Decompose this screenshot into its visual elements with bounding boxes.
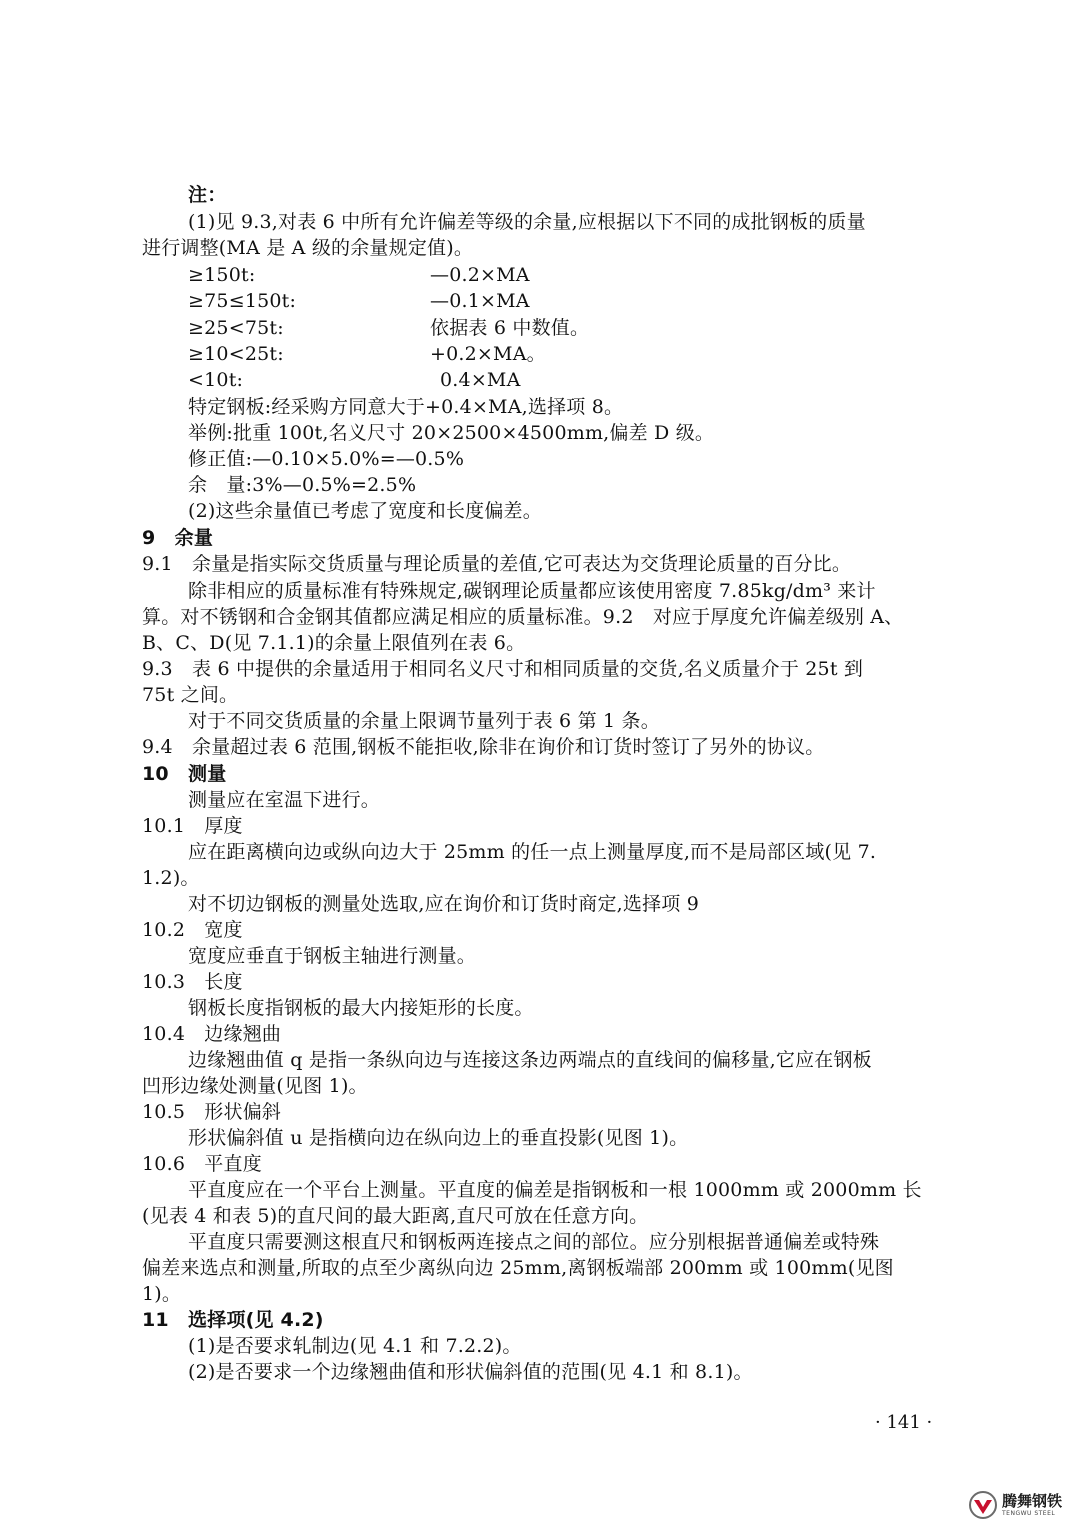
adjust-value: +0.2×MA。 bbox=[430, 343, 546, 365]
s10-line: 凹形边缘处测量(见图 1)。 bbox=[142, 1075, 368, 1097]
adjust-value: 依据表 6 中数值。 bbox=[430, 317, 590, 339]
subsection-heading: 10.1 厚度 bbox=[142, 815, 243, 837]
section-9-heading: 9 余量 bbox=[142, 527, 214, 549]
section-11-heading: 11 选择项(见 4.2) bbox=[142, 1309, 324, 1331]
s10-line: (见表 4 和表 5)的直尺间的最大距离,直尺可放在任意方向。 bbox=[142, 1205, 649, 1227]
s11-option: (1)是否要求轧制边(见 4.1 和 7.2.2)。 bbox=[188, 1335, 522, 1357]
s10-line: 边缘翘曲值 q 是指一条纵向边与连接这条边两端点的直线间的偏移量,它应在钢板 bbox=[188, 1049, 872, 1071]
adjust-value: —0.1×MA bbox=[430, 290, 530, 312]
s10-line: 平直度应在一个平台上测量。平直度的偏差是指钢板和一根 1000mm 或 2000mm 长 bbox=[188, 1179, 922, 1201]
note-p1-line1: (1)见 9.3,对表 6 中所有允许偏差等级的余量,应根据以下不同的成批钢板的质量 bbox=[188, 211, 866, 233]
s10-line: 应在距离横向边或纵向边大于 25mm 的任一点上测量厚度,而不是局部区域(见 7. bbox=[188, 841, 877, 863]
page-number: · 141 · bbox=[875, 1412, 933, 1433]
note-p2: (2)这些余量值已考虑了宽度和长度偏差。 bbox=[188, 500, 542, 522]
adjust-value: —0.2×MA bbox=[430, 264, 530, 286]
note-allowance: 余 量:3%—0.5%=2.5% bbox=[188, 474, 417, 496]
logo-chinese-text: 腾舞钢铁 bbox=[1002, 1491, 1063, 1510]
subsection-heading: 10.2 宽度 bbox=[142, 919, 243, 941]
section-10-heading: 10 测量 bbox=[142, 763, 227, 785]
adjust-range: ≥150t: bbox=[188, 264, 256, 286]
adjust-range: ≥25<75t: bbox=[188, 317, 284, 339]
note-heading: 注： bbox=[188, 184, 227, 206]
s10-line: 1.2)。 bbox=[142, 867, 200, 889]
s9-line: 算。对不锈钢和合金钢其值都应满足相应的质量标准。9.2 对应于厚度允许偏差级别 A、 bbox=[142, 606, 904, 628]
brand-logo bbox=[968, 1488, 1086, 1522]
s11-option: (2)是否要求一个边缘翘曲值和形状偏斜值的范围(见 4.1 和 8.1)。 bbox=[188, 1361, 753, 1383]
tengwu-logo-icon bbox=[968, 1490, 998, 1520]
note-example: 举例:批重 100t,名义尺寸 20×2500×4500mm,偏差 D 级。 bbox=[188, 422, 715, 444]
note-special: 特定钢板:经采购方同意大于+0.4×MA,选择项 8。 bbox=[188, 396, 624, 418]
s10-line: 平直度只需要测这根直尺和钢板两连接点之间的部位。应分别根据普通偏差或特殊 bbox=[188, 1231, 880, 1253]
s10-intro: 测量应在室温下进行。 bbox=[188, 789, 381, 811]
adjust-range: ≥10<25t: bbox=[188, 343, 284, 365]
logo-english-text: TENGWU STEEL bbox=[1002, 1509, 1056, 1517]
s10-line: 宽度应垂直于钢板主轴进行测量。 bbox=[188, 945, 477, 967]
s9-line: 75t 之间。 bbox=[142, 684, 239, 706]
adjust-value: 0.4×MA bbox=[440, 369, 521, 391]
note-correction: 修正值:—0.10×5.0%=—0.5% bbox=[188, 448, 465, 470]
s10-line: 1)。 bbox=[142, 1283, 182, 1305]
s9-line: 对于不同交货质量的余量上限调节量列于表 6 第 1 条。 bbox=[188, 710, 660, 732]
s9-line: 9.1 余量是指实际交货质量与理论质量的差值,它可表达为交货理论质量的百分比。 bbox=[142, 553, 852, 575]
adjust-range: ≥75≤150t: bbox=[188, 290, 297, 312]
s10-line: 钢板长度指钢板的最大内接矩形的长度。 bbox=[188, 997, 534, 1019]
s10-line: 形状偏斜值 u 是指横向边在纵向边上的垂直投影(见图 1)。 bbox=[188, 1127, 689, 1149]
subsection-heading: 10.5 形状偏斜 bbox=[142, 1101, 282, 1123]
s9-line: 9.4 余量超过表 6 范围,钢板不能拒收,除非在询价和订货时签订了另外的协议。 bbox=[142, 736, 825, 758]
subsection-heading: 10.6 平直度 bbox=[142, 1153, 262, 1175]
s9-line: 9.3 表 6 中提供的余量适用于相同名义尺寸和相同质量的交货,名义质量介于 25t 到 bbox=[142, 658, 864, 680]
adjust-range: <10t: bbox=[188, 369, 244, 391]
s10-line: 偏差来选点和测量,所取的点至少离纵向边 25mm,离钢板端部 200mm 或 100mm(见图 bbox=[142, 1257, 894, 1279]
s9-line: 除非相应的质量标准有特殊规定,碳钢理论质量都应该使用密度 7.85kg/dm³ 来计 bbox=[188, 580, 876, 602]
s10-line: 对不切边钢板的测量处选取,应在询价和订货时商定,选择项 9 bbox=[188, 893, 700, 915]
subsection-heading: 10.3 长度 bbox=[142, 971, 243, 993]
subsection-heading: 10.4 边缘翘曲 bbox=[142, 1023, 282, 1045]
s9-line: B、C、D(见 7.1.1)的余量上限值列在表 6。 bbox=[142, 632, 526, 654]
note-p1-line2: 进行调整(MA 是 A 级的余量规定值)。 bbox=[142, 237, 474, 259]
